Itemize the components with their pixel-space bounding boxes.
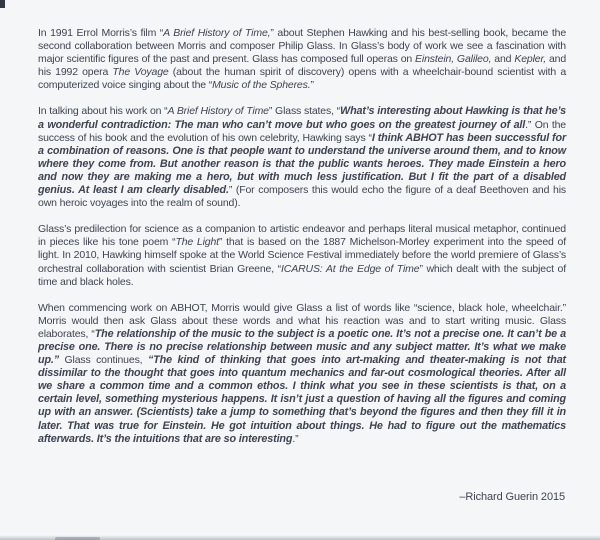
paragraph-2 <box>38 105 566 210</box>
text-segment: ” <box>310 79 314 92</box>
text-segment: Einstein, Galileo, <box>415 53 492 66</box>
text-segment: .” On the success of his book and the evolution of his own celebrity, Hawking says “ <box>38 118 566 144</box>
paragraph-4 <box>38 302 566 446</box>
text-segment: ” which dealt with the subject of time and black holes. <box>38 262 566 288</box>
text-segment: The relationship of the music to the subject is a poetic one. It’s not a precise one. It can’t be a precise one. There is no precise relationship between music and any subject matter. It’s what we make up.” <box>38 327 567 367</box>
text-segment: ” Glass states, “ <box>268 105 341 118</box>
text-segment: and <box>491 53 515 66</box>
text-segment: What’s interesting about Hawking is that he’s a wonderful contradiction: The man who can’t move but who goes on the greatest journey of all <box>38 105 567 131</box>
text-segment: Music of the Spheres. <box>212 79 311 92</box>
text-segment: and his 1992 opera <box>38 53 567 79</box>
text-segment: (about the human spirit of discovery) opens with a wheelchair-bound scientist with a computerized voice singing about the “ <box>38 66 567 92</box>
text-segment: Glass continues, <box>59 354 148 367</box>
text-segment: “The kind of thinking that goes into art-making and theater-making is not that dissimilar to the thought that goes into quantum mechanics and far-out cosmological theories. After all we share a common time and a common ethos. I think what you see in these scientists is that, on a certain level, something mysterious happens. It isn’t just a question of having all the figures and coming up with an answer. (Scientists) take a jump to something that’s beyond the figures and then they fill it in later. That was true for Einstein. He got intuition about things. He had to figure out the mathematics afterwards. It’s the intuitions that are so interesting <box>38 354 567 445</box>
text-segment: A Brief History of Time, <box>163 27 271 39</box>
text-segment: In talking about his work on “ <box>38 105 168 118</box>
scan-corner-mark <box>0 0 5 8</box>
text-segment: The Voyage <box>112 66 169 79</box>
text-segment: The Light <box>175 236 219 249</box>
text-segment: Glass’s predilection for science as a companion to artistic endeavor and perhaps literal musical metaphor, continued in pieces like his tone poem “ <box>38 223 566 249</box>
text-segment: .” <box>292 432 299 445</box>
text-segment: Kepler, <box>514 53 546 66</box>
text-segment: ” that is based on the 1887 Michelson-Morley experiment into the speed of light. In 2010, Hawking himself spoke at the World Science Festival immediately before the world premiere of Glass’s orchestral collaboration with scientist Brian Greene, “ <box>38 236 567 275</box>
paragraph-1 <box>38 27 566 92</box>
text-segment: In 1991 Errol Morris’s film “ <box>38 27 164 39</box>
text-segment: I think ABHOT has been successful for a combination of reasons. One is that people want to understand the universe around them, and to know where they come from. But another reason is that the public wants heroes. They made Einstein a hero and now they are making me a hero, but with much less justification. But I fit the part of a disabled genius. At least I am clearly disabled. <box>38 131 567 197</box>
text-segment: A Brief History of Time <box>167 105 269 118</box>
text-segment: ” about Stephen Hawking and his best-selling book, became the second collaboration between Morris and composer Philip Glass. In Glass’s body of work we see a fascination with major scientific figures of the past and present. Glass has composed full operas on <box>38 27 567 66</box>
text-segment: When commencing work on ABHOT, Morris would give Glass a list of words like “science, black hole, wheelchair.” Morris would then ask Glass about these words and what his reaction was and to start writing music. Glass elaborates, “ <box>38 301 566 340</box>
paragraph-3 <box>38 223 566 288</box>
byline: –Richard Guerin 2015 <box>459 491 565 503</box>
text-segment: ICARUS: At the Edge of Time <box>281 262 420 275</box>
essay-body <box>38 27 566 459</box>
text-segment: ” (For composers this would echo the figure of a deaf Beethoven and his own heroic voyages into the realm of sound). <box>38 184 566 210</box>
